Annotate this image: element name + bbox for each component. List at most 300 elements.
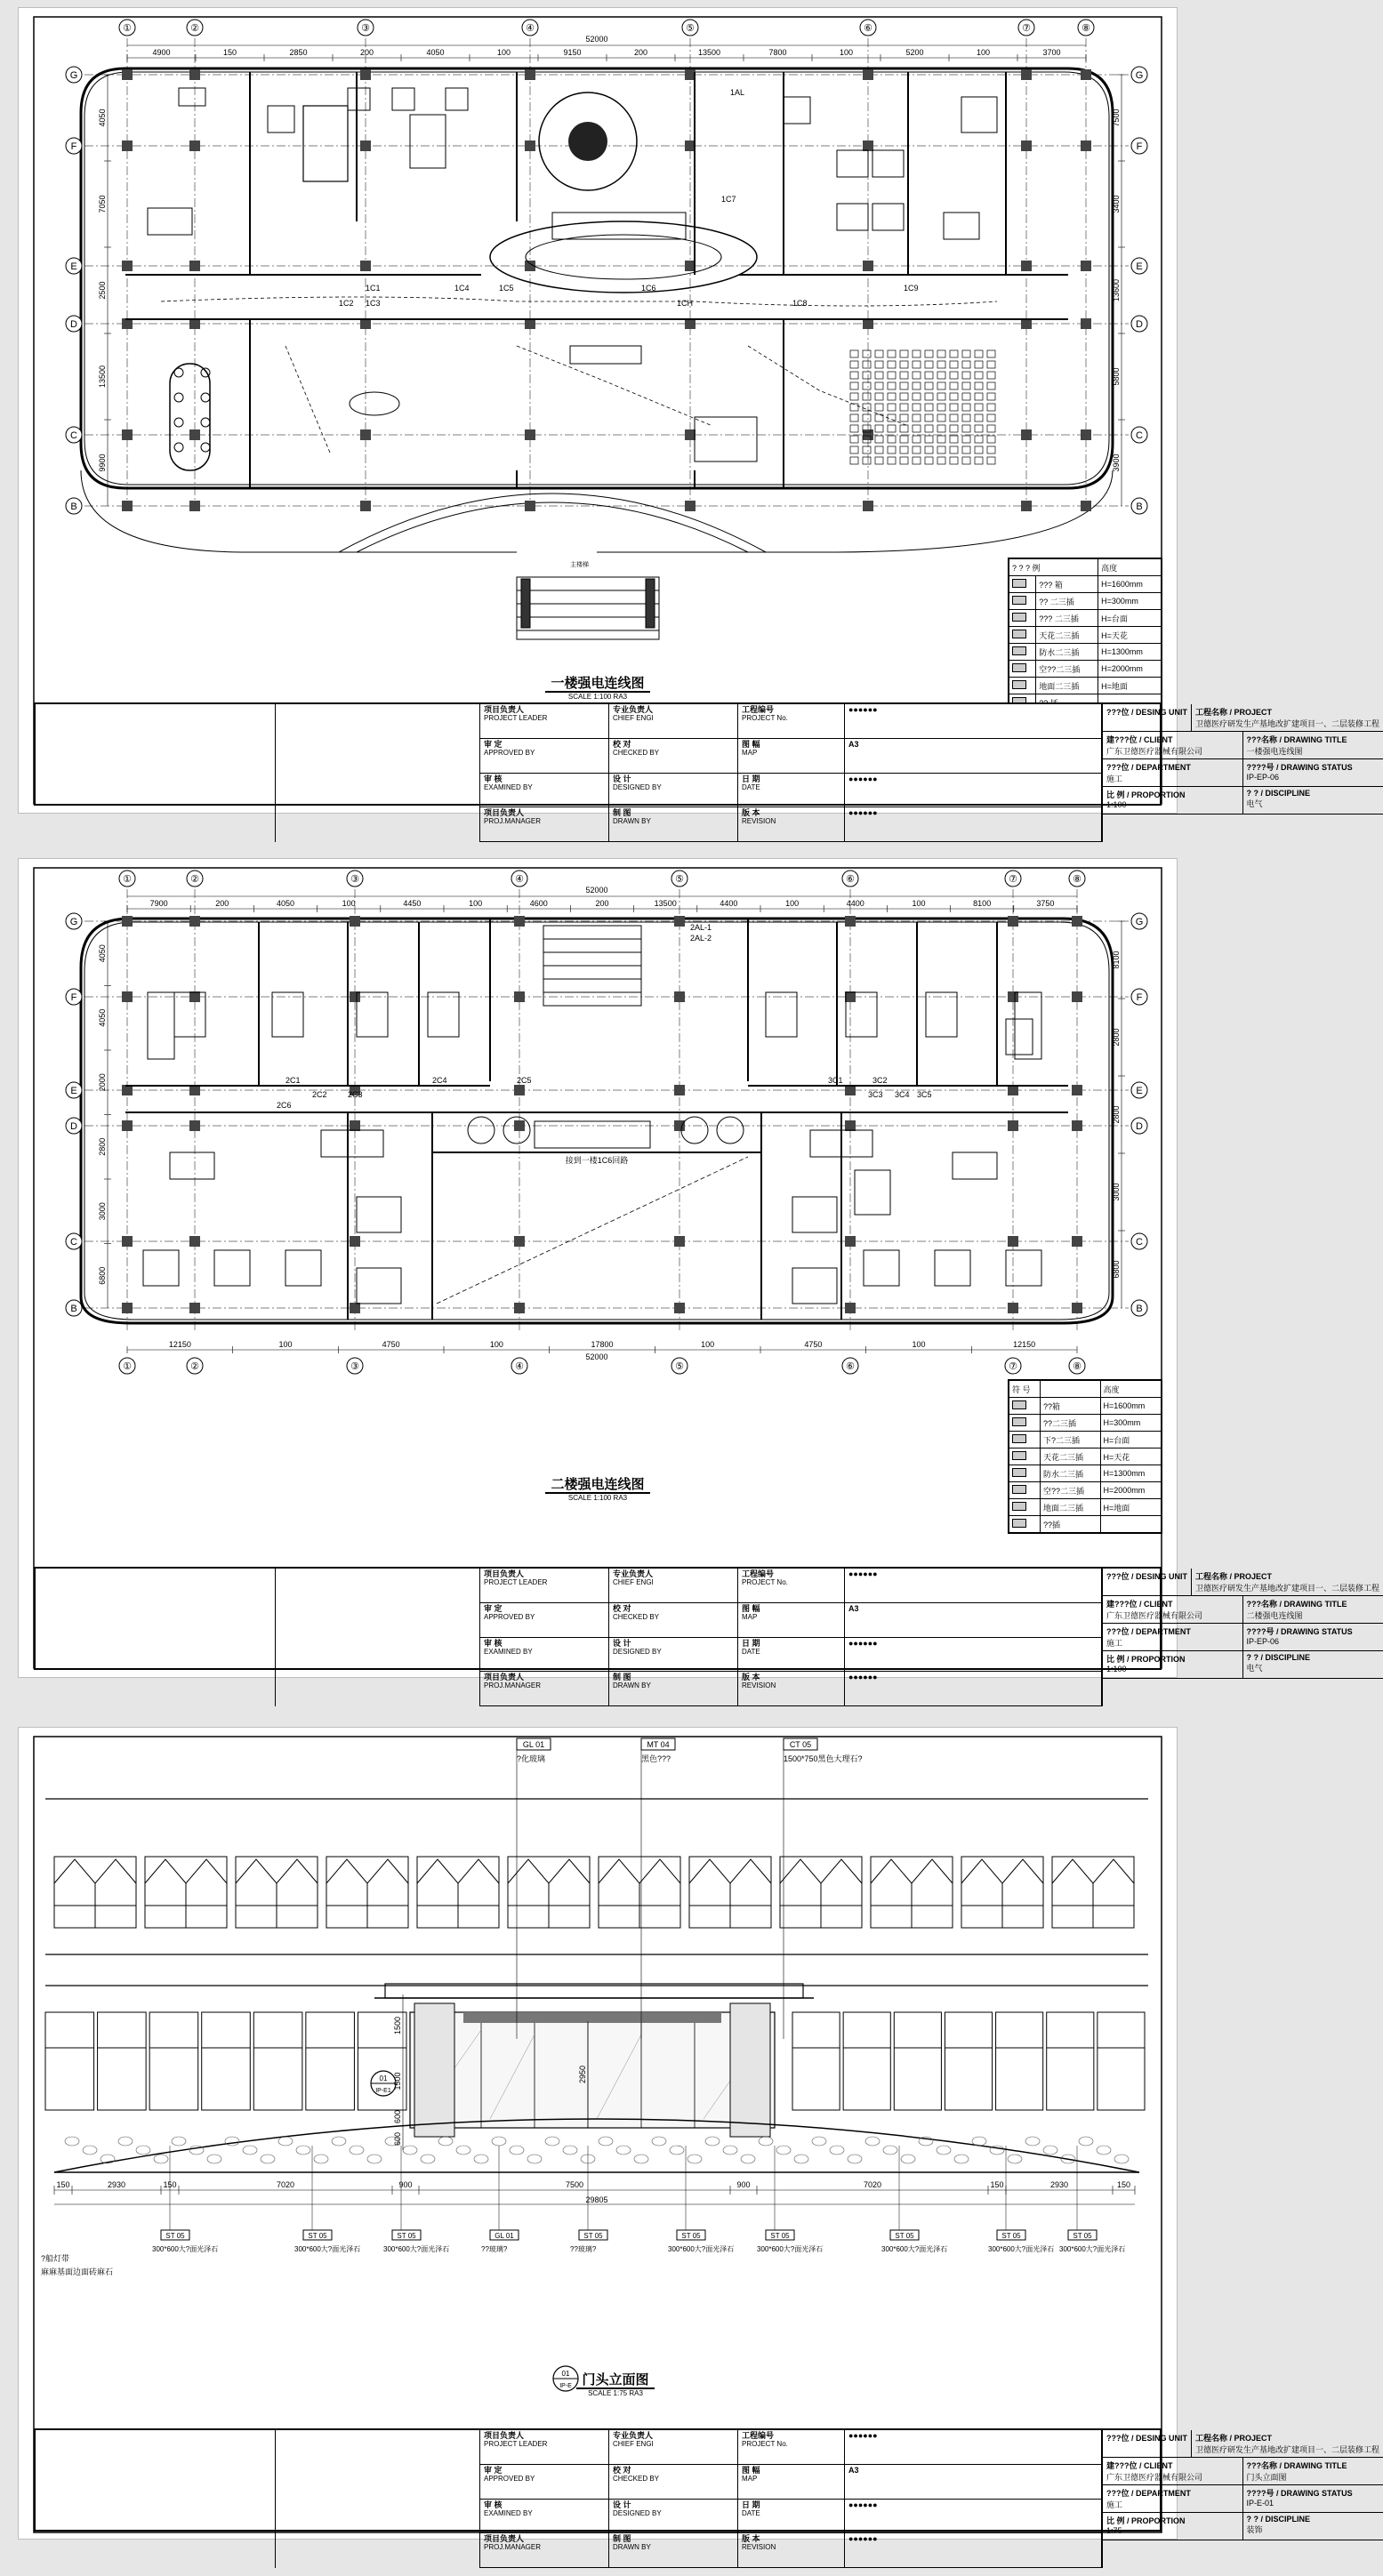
- legend-symbol-icon: [1009, 627, 1036, 644]
- title-block-cell: 设 计 DESIGNED BY: [609, 1638, 738, 1673]
- bottom-dim: 100: [912, 1340, 926, 1349]
- top-dim: 13500: [697, 48, 721, 57]
- structural-column: [1021, 501, 1032, 511]
- legend-height: H=1600mm: [1098, 576, 1162, 593]
- circuit-tag: 1AL: [730, 88, 745, 97]
- legend-symbol-icon: [1009, 1432, 1041, 1448]
- title-block-cell: 审 定 APPROVED BY: [480, 739, 609, 774]
- grid-row-label: D: [70, 1121, 77, 1132]
- title-block-cell: 校 对 CHECKED BY: [609, 739, 738, 774]
- left-dim: 2800: [98, 1137, 107, 1156]
- structural-column: [360, 501, 371, 511]
- grid-row-label: D: [70, 319, 77, 330]
- title-block-logo-area: [36, 1569, 276, 1706]
- grid-col-label-bottom: ⑦: [1009, 1361, 1017, 1372]
- material-code: ST 05: [770, 2232, 790, 2240]
- title-block-cell: 项目负责人 PROJECT LEADER: [480, 1569, 609, 1603]
- sheet1-title-block: [34, 702, 1380, 826]
- title-block-cell: 专业负责人 CHIEF ENGI: [609, 2430, 738, 2465]
- grid-col-label-bottom: ④: [515, 1361, 524, 1372]
- structural-column: [1081, 501, 1091, 511]
- title-block-row: 比 例 / PROPORTION 1:100 ? ? / DISCIPLINE 电气: [1103, 787, 1383, 815]
- title-block-row: ???位 / DEPARTMENT 施工 ????号 / DRAWING STATUS IP-EP-06: [1103, 1624, 1383, 1651]
- structural-column: [189, 916, 200, 927]
- legend-row: [1009, 1415, 1162, 1432]
- title-block-row: ???位 / DESING UNIT 工程名称 / PROJECT 卫德医疗研发生产基地改扩建项目一、二层装修工程: [1103, 704, 1383, 732]
- circuit-tag: 1C4: [454, 284, 470, 293]
- circuit-tag: 2C1: [285, 1076, 301, 1085]
- right-dim: 6800: [1112, 1260, 1121, 1279]
- structural-column: [845, 1303, 856, 1313]
- legend-symbol-icon: [1009, 1398, 1041, 1415]
- material-code: ST 05: [308, 2232, 327, 2240]
- structural-column: [122, 140, 133, 151]
- circuit-tag: 1C8: [792, 299, 808, 308]
- title-block-cell: 审 核 EXAMINED BY: [480, 774, 609, 808]
- top-dim: 100: [469, 899, 483, 908]
- furniture: [214, 1250, 250, 1286]
- furniture: [792, 1268, 837, 1304]
- legend-symbol-icon: [1009, 661, 1036, 678]
- furniture: [428, 992, 459, 1037]
- structural-column: [845, 991, 856, 1002]
- material-desc: 300*600大?面光泽石: [152, 2245, 219, 2253]
- furniture: [392, 88, 414, 110]
- top-dim: 8100: [973, 899, 992, 908]
- structural-column: [674, 1303, 685, 1313]
- legend-label: ?? 二三插: [1036, 593, 1098, 610]
- grid-row-label-right: G: [1135, 70, 1144, 81]
- legend-symbol-icon: [1009, 1499, 1041, 1516]
- title-block-project-info: [1103, 2430, 1383, 2568]
- structural-column: [525, 140, 535, 151]
- grid-row-label: B: [70, 502, 77, 512]
- title-block-cell: 项目负责人 PROJ.MANAGER: [480, 2533, 609, 2568]
- legend-row: [1009, 678, 1162, 694]
- left-dim: 4050: [98, 1008, 107, 1027]
- elevation-dim: 7020: [276, 2180, 295, 2189]
- sheet2-legend: [1008, 1379, 1162, 1534]
- furniture: [179, 88, 205, 106]
- title-block-row: 建???位 / CLIENT 广东卫德医疗器械有限公司 ???名称 / DRAWING TITLE 门头立面图: [1103, 2458, 1383, 2485]
- structural-column: [189, 1120, 200, 1131]
- structural-column: [189, 429, 200, 440]
- sheet2-drawing-title: 二楼强电连线图: [19, 1474, 1177, 1493]
- grid-row-label-right: E: [1136, 261, 1143, 272]
- grid-col-label: ①: [123, 23, 132, 34]
- structural-column: [122, 991, 133, 1002]
- legend-label: ??二三插: [1041, 1415, 1100, 1432]
- circuit-tag: 2C3: [348, 1090, 363, 1099]
- structural-column: [514, 1236, 525, 1247]
- title-block-signatures: [480, 1569, 1103, 1706]
- legend-height: H=2000mm: [1100, 1482, 1161, 1499]
- structural-column: [1008, 1303, 1018, 1313]
- structural-column: [1008, 991, 1018, 1002]
- left-dim: 2500: [98, 281, 107, 300]
- sheet-first-floor-plan: [18, 7, 1380, 826]
- material-code: CT 05: [789, 1740, 812, 1749]
- material-desc: ?化玻璃: [517, 1754, 546, 1763]
- legend-height: H=天花: [1100, 1448, 1161, 1465]
- title-block-row: ???位 / DEPARTMENT 施工 ????号 / DRAWING STATUS IP-EP-06: [1103, 759, 1383, 787]
- legend-height: H=1300mm: [1098, 644, 1162, 661]
- legend-row: [1009, 1482, 1162, 1499]
- title-block-cell: 日 期 DATE: [738, 774, 845, 808]
- title-block-cell: ●●●●●●: [845, 1569, 1102, 1603]
- top-dim: 4900: [152, 48, 171, 57]
- title-block-project-info: [1103, 1569, 1383, 1706]
- structural-column: [845, 1120, 856, 1131]
- furniture: [357, 1268, 401, 1304]
- title-block-cell: ●●●●●●: [845, 2500, 1102, 2534]
- material-desc: 300*600大?面光泽石: [383, 2245, 450, 2253]
- bottom-total-dim: 52000: [585, 1352, 608, 1361]
- circuit-tag: 2C4: [432, 1076, 447, 1085]
- material-code: ST 05: [165, 2232, 185, 2240]
- circuit-tag: 1C2: [339, 299, 354, 308]
- structural-column: [122, 501, 133, 511]
- material-code: ST 05: [681, 2232, 701, 2240]
- legend-label: 地面二三插: [1036, 678, 1098, 694]
- legend-height: H=2000mm: [1098, 661, 1162, 678]
- grid-col-label-bottom: ⑤: [675, 1361, 684, 1372]
- structural-column: [1072, 1236, 1082, 1247]
- grid-col-label: ⑧: [1081, 23, 1090, 34]
- title-block-cell: ●●●●●●: [845, 2533, 1102, 2568]
- sheet3-scale: SCALE 1:75 RA3: [588, 2389, 643, 2397]
- structural-column: [189, 501, 200, 511]
- structural-column: [189, 261, 200, 271]
- title-block-row: 建???位 / CLIENT 广东卫德医疗器械有限公司 ???名称 / DRAWING TITLE 一楼强电连线图: [1103, 732, 1383, 759]
- top-dim: 7800: [768, 48, 787, 57]
- structural-column: [685, 501, 696, 511]
- structural-column: [122, 429, 133, 440]
- structural-column: [525, 429, 535, 440]
- top-dim: 100: [976, 48, 991, 57]
- top-dim: 200: [359, 48, 374, 57]
- furniture: [268, 106, 294, 132]
- structural-column: [1021, 140, 1032, 151]
- structural-column: [360, 429, 371, 440]
- structural-column: [189, 1236, 200, 1247]
- legend-row: [1009, 627, 1162, 644]
- right-dim: 13600: [1112, 278, 1121, 302]
- furniture: [148, 208, 192, 235]
- grid-col-label-bottom: ①: [123, 1361, 132, 1372]
- furniture: [1006, 1250, 1041, 1286]
- top-dim: 100: [912, 899, 926, 908]
- title-block-cell: 制 图 DRAWN BY: [609, 1672, 738, 1706]
- right-dim: 7500: [1112, 108, 1121, 127]
- structural-column: [350, 1303, 360, 1313]
- sheet2-title-block: [34, 1567, 1380, 1690]
- legend-row: [1009, 576, 1162, 593]
- structural-column: [122, 69, 133, 80]
- furniture: [285, 1250, 321, 1286]
- left-dim: 4050: [98, 108, 107, 127]
- furniture: [170, 1152, 214, 1179]
- legend-symbol-icon: [1009, 1516, 1041, 1533]
- structural-column: [350, 1236, 360, 1247]
- top-dim: 4450: [403, 899, 422, 908]
- material-code: GL 01: [522, 1740, 545, 1749]
- title-block-cell: 校 对 CHECKED BY: [609, 2465, 738, 2500]
- structural-column: [1021, 429, 1032, 440]
- legend-height: H=天花: [1098, 627, 1162, 644]
- title-block-signatures: [480, 2430, 1103, 2568]
- grid-col-label: ⑤: [686, 23, 695, 34]
- structural-column: [350, 916, 360, 927]
- structural-column: [122, 1236, 133, 1247]
- title-block-cell: ●●●●●●: [845, 774, 1102, 808]
- circuit-tag: 1C3: [366, 299, 381, 308]
- legend-height: [1100, 1516, 1161, 1533]
- sheet-second-floor-plan: [18, 858, 1380, 1690]
- structural-column: [674, 916, 685, 927]
- elevation-total-dim: 29805: [585, 2195, 608, 2204]
- legend-header: ? ? ? 例: [1009, 559, 1098, 576]
- stair-label: 主楼梯: [570, 562, 589, 568]
- circuit-tag: 2C5: [517, 1076, 532, 1085]
- material-code: GL 01: [495, 2232, 514, 2240]
- structural-column: [685, 429, 696, 440]
- grid-row-label-right: F: [1136, 141, 1143, 152]
- grid-row-label-right: D: [1136, 319, 1143, 330]
- title-block-cell: 项目负责人 PROJECT LEADER: [480, 2430, 609, 2465]
- structural-column: [674, 1120, 685, 1131]
- structural-column: [845, 1236, 856, 1247]
- structural-column: [514, 1085, 525, 1095]
- legend-label: 空??二三插: [1041, 1482, 1100, 1499]
- material-code: ST 05: [583, 2232, 603, 2240]
- bottom-dim: 100: [278, 1340, 293, 1349]
- elevation-dim: 7020: [863, 2180, 882, 2189]
- structural-column: [1072, 991, 1082, 1002]
- legend-symbol-icon: [1009, 644, 1036, 661]
- furniture: [792, 1197, 837, 1232]
- legend-height: H=地面: [1100, 1499, 1161, 1516]
- material-desc: 300*600大?面光泽石: [1059, 2245, 1126, 2253]
- title-block-cell: 专业负责人 CHIEF ENGI: [609, 704, 738, 739]
- legend-symbol-icon: [1009, 576, 1036, 593]
- legend-height-header: 高度: [1098, 559, 1162, 576]
- grid-row-label: B: [70, 1304, 77, 1314]
- grid-col-label: ⑧: [1073, 874, 1081, 885]
- legend-label: 天花二三插: [1041, 1448, 1100, 1465]
- grid-row-label: G: [69, 917, 78, 927]
- legend-symbol-header: 符 号: [1009, 1381, 1041, 1398]
- circuit-tag: 1C6: [641, 284, 656, 293]
- right-dim: 5800: [1112, 367, 1121, 386]
- title-block-cell: 审 定 APPROVED BY: [480, 1603, 609, 1638]
- furniture: [321, 1130, 383, 1157]
- grid-col-label: ④: [526, 23, 535, 34]
- elevation-dim: 7500: [565, 2180, 584, 2189]
- furniture: [864, 1250, 899, 1286]
- furniture: [837, 150, 868, 177]
- bottom-dim: 12150: [1013, 1340, 1036, 1349]
- structural-column: [1021, 261, 1032, 271]
- title-block-cell: 设 计 DESIGNED BY: [609, 2500, 738, 2534]
- circuit-tag: 2C6: [277, 1101, 292, 1110]
- title-block-cell: 审 核 EXAMINED BY: [480, 1638, 609, 1673]
- top-dim: 100: [342, 899, 356, 908]
- title-block-cell: 审 核 EXAMINED BY: [480, 2500, 609, 2534]
- legend-row: [1009, 1432, 1162, 1448]
- sheet1-legend: [1008, 558, 1162, 712]
- title-block-row: 比 例 / PROPORTION 1:100 ? ? / DISCIPLINE 电气: [1103, 1651, 1383, 1679]
- legend-symbol-icon: [1009, 610, 1036, 627]
- grid-row-label: C: [70, 1237, 77, 1248]
- sheet2-scale: SCALE 1:100 RA3: [567, 1494, 628, 1502]
- elevation-dim: 150: [1116, 2180, 1131, 2189]
- circuit-tag: 1C5: [499, 284, 514, 293]
- top-dim: 4400: [720, 899, 738, 908]
- structural-column: [122, 1120, 133, 1131]
- title-block-cell: 专业负责人 CHIEF ENGI: [609, 1569, 738, 1603]
- right-dim: 3900: [1112, 453, 1121, 472]
- circuit-tag: 2C2: [312, 1090, 327, 1099]
- title-block-row: ???位 / DESING UNIT 工程名称 / PROJECT 卫德医疗研发生产基地改扩建项目一、二层装修工程: [1103, 1569, 1383, 1596]
- furniture: [872, 204, 904, 230]
- legend-symbol-icon: [1009, 678, 1036, 694]
- structural-column: [1021, 69, 1032, 80]
- structural-column: [514, 991, 525, 1002]
- circuit-tag: 1C1: [366, 284, 381, 293]
- structural-column: [360, 261, 371, 271]
- bottom-dim: 4750: [382, 1340, 400, 1349]
- grid-col-label: ⑦: [1022, 23, 1031, 34]
- title-block-stamp-area: [276, 704, 480, 842]
- left-note-1: ?船灯带: [41, 2254, 70, 2263]
- circuit-tag: 3C3: [868, 1090, 883, 1099]
- top-dim: 9150: [563, 48, 582, 57]
- structural-column: [1072, 1120, 1082, 1131]
- legend-symbol-icon: [1009, 593, 1036, 610]
- furniture: [784, 97, 810, 124]
- top-dim: 200: [215, 899, 229, 908]
- legend-height-header: 高度: [1100, 1381, 1161, 1398]
- title-block-cell: 工程编号 PROJECT No.: [738, 704, 845, 739]
- legend-row: [1009, 610, 1162, 627]
- title-block-cell: A3: [845, 739, 1102, 774]
- title-block-cell: 设 计 DESIGNED BY: [609, 774, 738, 808]
- circuit-tag: 2AL-2: [690, 934, 712, 943]
- structural-column: [1072, 1085, 1082, 1095]
- structural-column: [189, 991, 200, 1002]
- grid-row-label-right: C: [1136, 430, 1143, 441]
- right-dim: 2800: [1112, 1028, 1121, 1047]
- grid-row-label-right: D: [1136, 1121, 1143, 1132]
- title-block-cell: ●●●●●●: [845, 1638, 1102, 1673]
- top-dim: 200: [633, 48, 648, 57]
- left-dim: 13500: [98, 365, 107, 389]
- legend-height: H=台面: [1100, 1432, 1161, 1448]
- grid-row-label-right: B: [1136, 1304, 1143, 1314]
- structural-column: [845, 916, 856, 927]
- material-desc: 黑色???: [641, 1754, 671, 1763]
- material-desc: 300*600大?面光泽石: [668, 2245, 735, 2253]
- left-dim: 6800: [98, 1266, 107, 1285]
- section-marker-sheet: IP-E1: [375, 2088, 391, 2094]
- material-desc: ??玻璃?: [481, 2245, 508, 2253]
- title-block-cell: ●●●●●●: [845, 2430, 1102, 2465]
- entrance-elevation-drawing: [19, 1728, 1177, 2539]
- top-dim: 200: [595, 899, 609, 908]
- top-dim: 2850: [289, 48, 308, 57]
- right-dim: 2800: [1112, 1105, 1121, 1124]
- legend-height: H=1600mm: [1100, 1398, 1161, 1415]
- legend-label: 空??二三插: [1036, 661, 1098, 678]
- top-dim: 4400: [846, 899, 864, 908]
- legend-label: 天花二三插: [1036, 627, 1098, 644]
- legend-height: H=1300mm: [1100, 1465, 1161, 1482]
- material-desc: 300*600大?面光泽石: [881, 2245, 948, 2253]
- left-dim: 2000: [98, 1073, 107, 1092]
- circuit-tag: 3C2: [872, 1076, 888, 1085]
- circuit-tag: 3C1: [828, 1076, 843, 1085]
- structural-column: [1072, 916, 1082, 927]
- grid-row-label-right: G: [1135, 917, 1144, 927]
- structural-column: [1081, 318, 1091, 329]
- circuit-tag: 1CH: [677, 299, 694, 308]
- structural-column: [514, 1303, 525, 1313]
- grid-row-label-right: E: [1136, 1086, 1143, 1096]
- structural-column: [863, 140, 873, 151]
- furniture: [535, 1121, 650, 1148]
- structural-column: [360, 140, 371, 151]
- material-desc: 1500*750黑色大理石?: [784, 1754, 863, 1763]
- structural-column: [674, 1085, 685, 1095]
- structural-column: [863, 69, 873, 80]
- grid-col-label: ②: [190, 23, 199, 34]
- grid-row-label-right: F: [1136, 992, 1143, 1003]
- structural-column: [189, 140, 200, 151]
- legend-height: H=台面: [1098, 610, 1162, 627]
- furniture: [926, 992, 957, 1037]
- furniture: [961, 97, 997, 132]
- grid-col-label: ③: [361, 23, 370, 34]
- furniture: [357, 992, 388, 1037]
- elevation-dim: 900: [736, 2180, 751, 2189]
- material-code: ST 05: [1073, 2232, 1092, 2240]
- top-dim: 3700: [1042, 48, 1061, 57]
- legend-label: 防水二三插: [1041, 1465, 1100, 1482]
- void-label: 接到一楼1C6回路: [565, 1156, 629, 1165]
- bottom-dim: 100: [701, 1340, 715, 1349]
- material-desc: 300*600大?面光泽石: [757, 2245, 824, 2253]
- circuit-tag: 2AL-1: [690, 923, 712, 932]
- sheet-entrance-elevation: [18, 1727, 1380, 2552]
- title-block-logo-area: [36, 704, 276, 842]
- legend-row: [1009, 1516, 1162, 1533]
- furniture: [766, 992, 797, 1037]
- elevation-dim: 900: [398, 2180, 413, 2189]
- top-dim: 150: [222, 48, 237, 57]
- structural-column: [122, 916, 133, 927]
- title-block-row: ???位 / DEPARTMENT 施工 ????号 / DRAWING STATUS IP-E-01: [1103, 2485, 1383, 2513]
- grid-col-label: ②: [190, 874, 199, 885]
- title-block-cell: 项目负责人 PROJECT LEADER: [480, 704, 609, 739]
- grid-row-label: F: [70, 992, 77, 1003]
- title-block-signatures: [480, 704, 1103, 842]
- legend-label: 防水二三插: [1036, 644, 1098, 661]
- grid-col-label-bottom: ⑥: [846, 1361, 855, 1372]
- title-block-cell: 校 对 CHECKED BY: [609, 1603, 738, 1638]
- structural-column: [514, 916, 525, 927]
- legend-symbol-icon: [1009, 1448, 1041, 1465]
